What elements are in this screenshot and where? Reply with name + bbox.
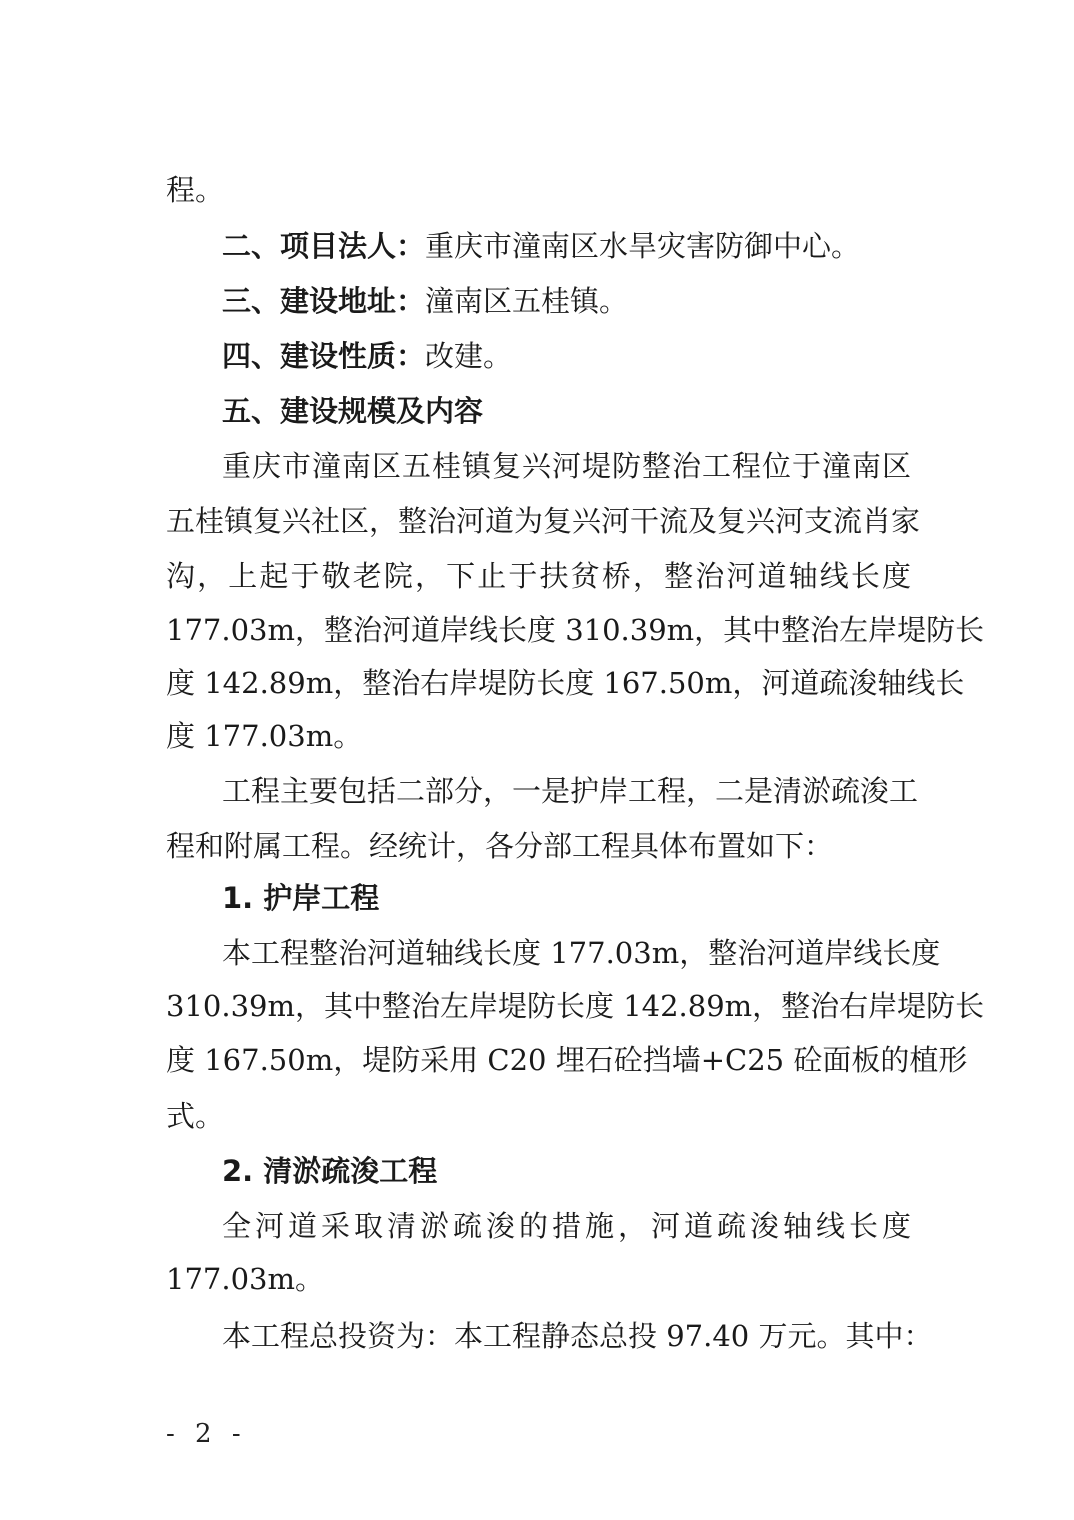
text-line: 式。 <box>166 1099 225 1133</box>
section-nature <box>222 336 911 376</box>
text-line: 本工程整治河道轴线长度 177.03m，整治河道岸线长度 <box>222 936 941 970</box>
section-location <box>222 281 911 321</box>
text-line: 本工程总投资为：本工程静态总投 97.40 万元。其中： <box>222 1319 933 1353</box>
subsection-heading: 1. 护岸工程 <box>222 881 380 915</box>
section-heading: 二、项目法人： <box>222 229 426 263</box>
text-line: 度 167.50m，堤防采用 C20 埋石砼挡墙+C25 砼面板的植形 <box>166 1043 968 1077</box>
text-line: 177.03m。 <box>166 1262 324 1296</box>
text-line: 310.39m，其中整治左岸堤防长度 142.89m，整治右岸堤防长 <box>166 989 985 1023</box>
subsection-heading: 2. 清淤疏浚工程 <box>222 1154 438 1188</box>
text-line: 工程主要包括二部分，一是护岸工程，二是清淤疏浚工 <box>222 774 919 808</box>
section-heading: 四、建设性质： <box>222 339 426 373</box>
text-line: 度 142.89m，整治右岸堤防长度 167.50m，河道疏浚轴线长 <box>166 666 965 700</box>
text-line: 程。 <box>166 173 225 207</box>
page-number: - 2 - <box>166 1419 247 1449</box>
section-text: 重庆市潼南区水旱灾害防御中心。 <box>425 229 861 263</box>
text-line: 五桂镇复兴社区，整治河道为复兴河干流及复兴河支流肖家 <box>166 504 921 538</box>
section-text: 潼南区五桂镇。 <box>425 284 629 318</box>
text-line: 程和附属工程。经统计，各分部工程具体布置如下： <box>166 829 834 863</box>
text-line: 全河道采取清淤疏浚的措施，河道疏浚轴线长度 <box>222 1209 911 1243</box>
section-text: 改建。 <box>425 339 513 373</box>
section-project-owner <box>222 226 911 266</box>
section-scale-heading: 五、建设规模及内容 <box>222 394 484 428</box>
text-line: 度 177.03m。 <box>166 719 363 753</box>
text-line: 沟，上起于敬老院，下止于扶贫桥，整治河道轴线长度 <box>166 559 911 593</box>
text-line: 177.03m，整治河道岸线长度 310.39m，其中整治左岸堤防长 <box>166 613 985 647</box>
section-heading: 三、建设地址： <box>222 284 426 318</box>
text-line: 重庆市潼南区五桂镇复兴河堤防整治工程位于潼南区 <box>222 449 911 483</box>
